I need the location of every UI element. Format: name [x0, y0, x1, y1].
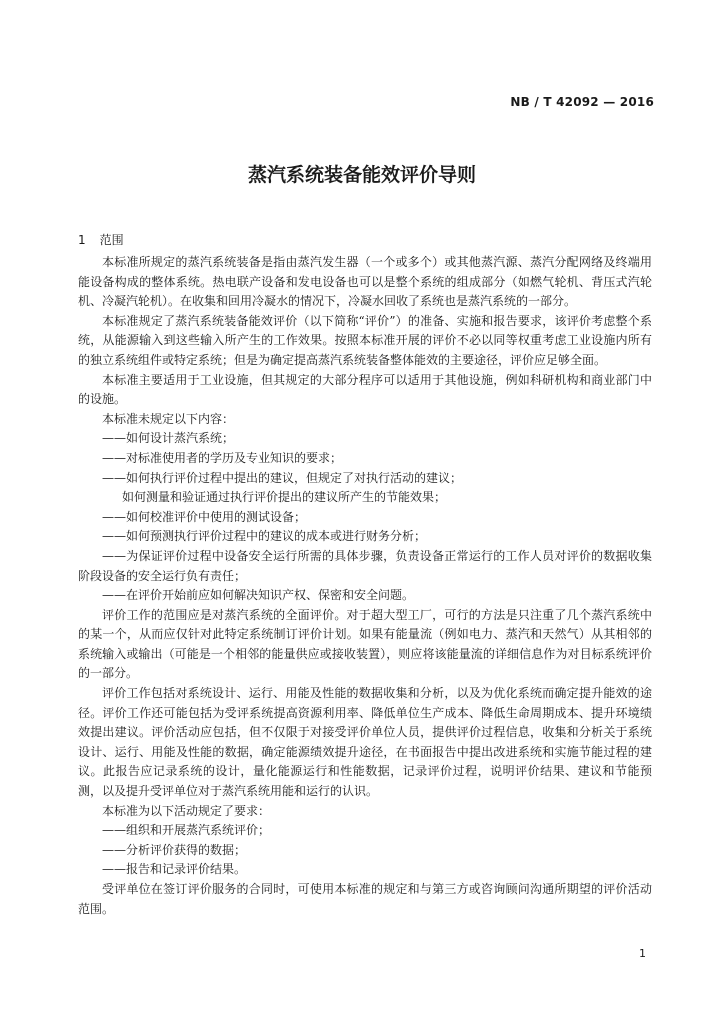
- list-item: ——如何执行评价过程中提出的建议，但规定了对执行活动的建议；: [102, 470, 463, 485]
- paragraph: 本标准主要适用于工业设施，但其规定的大部分程序可以适用于其他设施，例如科研机构和商业部门中的设施。: [78, 372, 652, 407]
- paragraph: 评价工作的范围应是对蒸汽系统的全面评价。对于超大型工厂，可行的方法是只注重了几个蒸汽系统中的某一个，从而应仅针对此特定系统制订评价计划。如果有能量流（例如电力、蒸汽和天然气）从其相邻的系统输入或输出（可能是一个相邻的能量供应或接收装置），则应将该能量流的详细信息作为对目标系统评价的一部分。: [78, 607, 652, 681]
- page-number: 1: [639, 947, 646, 960]
- list-item: ——如何设计蒸汽系统；: [102, 431, 235, 446]
- section-number: 1: [78, 233, 86, 247]
- section-heading: [78, 231, 124, 248]
- list-item: ——为保证评价过程中设备安全运行所需的具体步骤，负责设备正常运行的工作人员对评价的数据收集阶段设备的安全运行负有责任；: [78, 548, 652, 583]
- document-title: 蒸汽系统装备能效评价导则: [247, 164, 476, 186]
- paragraph: 本标准规定了蒸汽系统装备能效评价（以下简称“评价”）的准备、实施和报告要求，该评价考虑整个系统，从能源输入到这些输入所产生的工作效果。按照本标准开展的评价不必以同等权重考虑工业设施内所有的独立系统组件或特定系统；但是为确定提高蒸汽系统装备整体能效的主要途径，评价应足够全面。: [78, 313, 652, 367]
- list-item: ——如何预测执行评价过程中的建议的成本或进行财务分析；: [102, 529, 427, 544]
- list-item: ——在评价开始前应如何解决知识产权、保密和安全问题。: [102, 588, 415, 603]
- paragraph: 评价工作包括对系统设计、运行、用能及性能的数据收集和分析，以及为优化系统而确定提升能效的途径。评价工作还可能包括为受评系统提高资源利用率、降低单位生产成本、降低生命周期成本、提升环境绩效提出建议。评价活动应包括，但不仅限于对接受评价单位人员，提供评价过程信息，收集和分析关于系统设计、运行、用能及性能的数据，确定能源绩效提升途径，在书面报告中提出改进系统和实施节能过程的建议。此报告应记录系统的设计，量化能源运行和性能数据，记录评价过程，说明评价结果、建议和节能预测，以及提升受评单位对于蒸汽系统用能和运行的认识。: [78, 686, 652, 799]
- paragraph: 本标准未规定以下内容：: [102, 411, 235, 426]
- section-title: 范围: [99, 233, 124, 247]
- paragraph: 受评单位在签订评价服务的合同时，可使用本标准的规定和与第三方或咨询顾问沟通所期望的评价活动范围。: [78, 882, 652, 916]
- list-item: ——如何校准评价中使用的测试设备；: [102, 509, 307, 524]
- paragraph: 本标准所规定的蒸汽系统装备是指由蒸汽发生器（一个或多个）或其他蒸汽源、蒸汽分配网络及终端用能设备构成的整体系统。热电联产设备和发电设备也可以是整个系统的组成部分（如燃气轮机、背压式汽轮机、冷凝汽轮机）。在收集和回用冷凝水的情况下，冷凝水回收了系统也是蒸汽系统的一部分。: [78, 255, 652, 309]
- list-item: ——组织和开展蒸汽系统评价；: [102, 823, 271, 838]
- list-item: ——对标准使用者的学历及专业知识的要求；: [102, 450, 343, 465]
- list-item: ——分析评价获得的数据；: [102, 842, 247, 857]
- paragraph: 本标准为以下活动规定了要求：: [102, 803, 271, 818]
- list-item: 如何测量和验证通过执行评价提出的建议所产生的节能效果；: [122, 490, 447, 505]
- standard-number: NB / T 42092 — 2016: [510, 95, 654, 109]
- list-item: ——报告和记录评价结果。: [102, 862, 247, 877]
- body-text: [78, 253, 652, 919]
